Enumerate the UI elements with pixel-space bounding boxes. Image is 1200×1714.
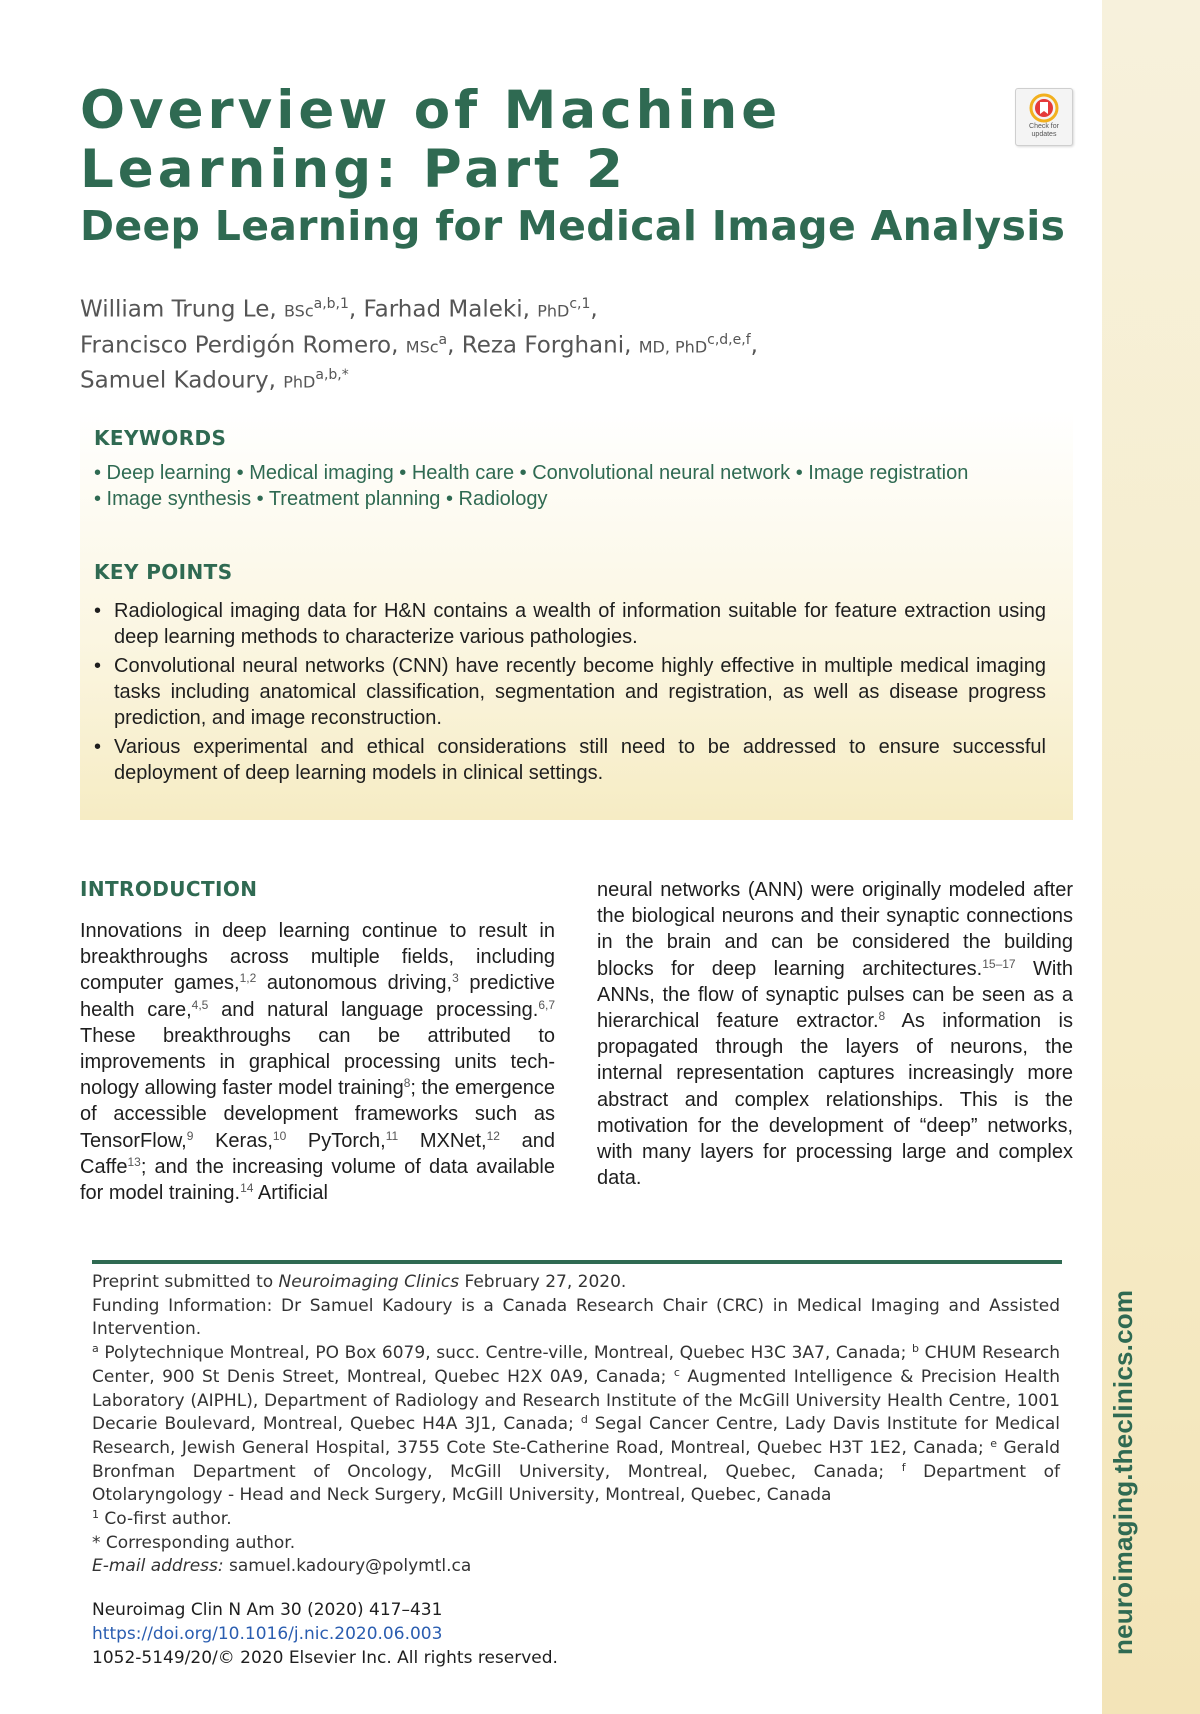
author-degree: PhD: [283, 372, 316, 392]
preprint-note: Preprint submitted to Neuroimaging Clinics February 27, 2020.: [92, 1272, 627, 1292]
author-degree: BSc: [283, 301, 314, 321]
author-degree: MD, PhD: [638, 337, 708, 357]
corresponding-author-note: * Corresponding author.: [92, 1532, 296, 1553]
author-line: William Trung Le, BSc$^{a,b,1}$, Farhad Maleki, PhD$^{c,1}$,: [80, 296, 598, 323]
article-title-line-1: Overview of Machine: [80, 80, 782, 141]
author-line: Francisco Perdigón Romero, MSc$^a$, Reza Forghani, MD, PhD$^{c,d,e,f}$,: [80, 331, 758, 359]
citation-ref[interactable]: 13: [127, 1154, 141, 1169]
citation-ref[interactable]: 6,7: [538, 997, 555, 1012]
citation-ref[interactable]: 1,2: [239, 971, 257, 986]
citation-ref[interactable]: 12: [486, 1128, 500, 1143]
citation-ref[interactable]: 8: [403, 1076, 411, 1091]
author-name: Francisco Perdigón Romero,: [80, 332, 406, 359]
author-name: William Trung Le,: [80, 296, 284, 323]
author-affiliation-sup: a,b,1: [313, 296, 349, 312]
keywords-heading: KEYWORDS: [94, 426, 227, 450]
co-first-author-note: $^1$ Co-first author.: [92, 1508, 232, 1530]
citation-ref[interactable]: 8: [878, 1009, 886, 1024]
citation-ref[interactable]: 15–17: [982, 956, 1016, 971]
footnotes: [92, 1271, 1060, 1579]
key-point-item: • Convolutional neural networks (CNN) have recently become highly effective in multiple medical imaging tasks including anatomical classification, segmentation and registration, as well as disease progress prediction, and image reconstruction.: [94, 653, 1046, 731]
author-line: [80, 361, 758, 397]
author-affiliation-sup: c,d,e,f: [707, 331, 751, 348]
email-note: E-mail address: samuel.kadoury@polymtl.ca: [92, 1556, 472, 1577]
author-affiliation-sup: a: [438, 331, 448, 348]
citation-ref[interactable]: 14: [240, 1181, 254, 1196]
journal-reference: Neuroimag Clin N Am 30 (2020) 417–431: [92, 1600, 443, 1620]
doi-link[interactable]: https://doi.org/10.1016/j.nic.2020.06.003: [92, 1624, 443, 1644]
journal-citation: [92, 1598, 558, 1670]
footnote-divider: [92, 1260, 1062, 1264]
article-subtitle: Deep Learning for Medical Image Analysis: [80, 202, 1066, 250]
keywords-line-1: • Deep learning • Medical imaging • Health care • Convolutional neural network • Image registration: [94, 462, 969, 484]
affiliations: $^a$ Polytechnique Montreal, PO Box 6079, succ. Centre-ville, Montreal, Quebec H3C 3A7, Canada; $^b$ CHUM Research Center, 900 St Denis Street, Montreal, Quebec H2X 0A9, Canada; $^c$ Augmented Intelligence & Precision Health Laboratory (AIPHL), Department of Radiology and Research Institute of the McGill University Health Centre, 1001 Decarie Boulevard, Montreal, Quebec H4A 3J1, Canada; $^d$ Segal Cancer Centre, Lady Davis Institute for Medical Research, Jewish General Hospital, 3755 Cote Ste-Catherine Road, Montreal, Quebec H3T 1E2, Canada; $^e$ Gerald Bronfman Department of Oncology, McGill University, Montreal, Quebec, Canada; $^f$ Department of Otolaryngology - Head and Neck Surgery, McGill University, Montreal, Quebec, Canada: [92, 1342, 1060, 1506]
author-name: Samuel Kadoury,: [80, 367, 284, 394]
citation-ref[interactable]: 4,5: [191, 997, 209, 1012]
email-address[interactable]: samuel.kadoury@polymtl.ca: [223, 1556, 472, 1577]
citation-ref[interactable]: 3: [452, 971, 459, 986]
author-name: Reza Forghani,: [461, 332, 639, 359]
intro-column-left: Innovations in deep learning continue to result in breakthroughs across multiple fields, including computer games,$^{1,2}$ autonomous driving,$^3$ predictive health care,$^{4,5}$ and natural language processing.$^{6,7}$ These breakthroughs can be attributed to improvements in graphical processing units technology allowing faster model training$^8$; the emergence of accessible development frameworks such as TensorFlow,$^9$ Keras,$^{10}$ PyTorch,$^{11}$ MXNet,$^{12}$ and Caffe$^{13}$; and the increasing volume of data available for model training.$^{14}$ Artificial: [80, 920, 556, 1205]
intro-column-right: neural networks (ANN) were originally modeled after the biological neurons and their synaptic connections in the brain and can be considered the building blocks for deep learning architectures.$^{15-17}$ With ANNs, the flow of synaptic pulses can be seen as a hierarchical feature extractor.$^8$ As information is propagated through the layers of neurons, the internal representation captures increasingly more abstract and complex relationships. This is the motivation for the development of “deep” networks, with many layers for processing large and complex data.: [597, 879, 1073, 1190]
author-name: Farhad Maleki,: [363, 296, 538, 323]
key-point-item: • Various experimental and ethical considerations still need to be addressed to ensure successful deployment of deep learning models in clinical settings.: [94, 734, 1046, 786]
author-affiliation-sup: c,1: [569, 296, 591, 312]
copyright-line: 1052-5149/20/© 2020 Elsevier Inc. All rights reserved.: [92, 1648, 558, 1668]
funding-note: Funding Information: Dr Samuel Kadoury is a Canada Research Chair (CRC) in Medical Imaging and Assisted Intervention.: [92, 1295, 1060, 1340]
article-title-line-2: Learning: Part 2: [80, 139, 627, 200]
key-points-heading: KEY POINTS: [94, 560, 233, 584]
side-journal-url[interactable]: neuroimaging.theclinics.com: [1108, 1289, 1138, 1655]
author-affiliation-sup: a,b,*: [315, 367, 349, 384]
badge-text: Check for updates: [1029, 123, 1059, 138]
bookmark-icon: [1029, 93, 1059, 123]
introduction-heading: INTRODUCTION: [80, 877, 258, 901]
citation-ref[interactable]: 9: [186, 1128, 194, 1143]
key-point-item: • Radiological imaging data for H&N contains a wealth of information suitable for feature extraction using deep learning methods to characterize various pathologies.: [94, 598, 1046, 650]
check-for-updates-badge[interactable]: [1015, 88, 1073, 146]
keywords-line-2: • Image synthesis • Treatment planning • Radiology: [94, 488, 548, 510]
citation-ref[interactable]: 11: [385, 1128, 399, 1143]
citation-ref[interactable]: 10: [272, 1128, 287, 1143]
author-degree: MSc: [405, 337, 439, 357]
author-degree: PhD: [537, 301, 570, 321]
key-points-list: [94, 598, 1046, 789]
author-list: [80, 290, 758, 397]
